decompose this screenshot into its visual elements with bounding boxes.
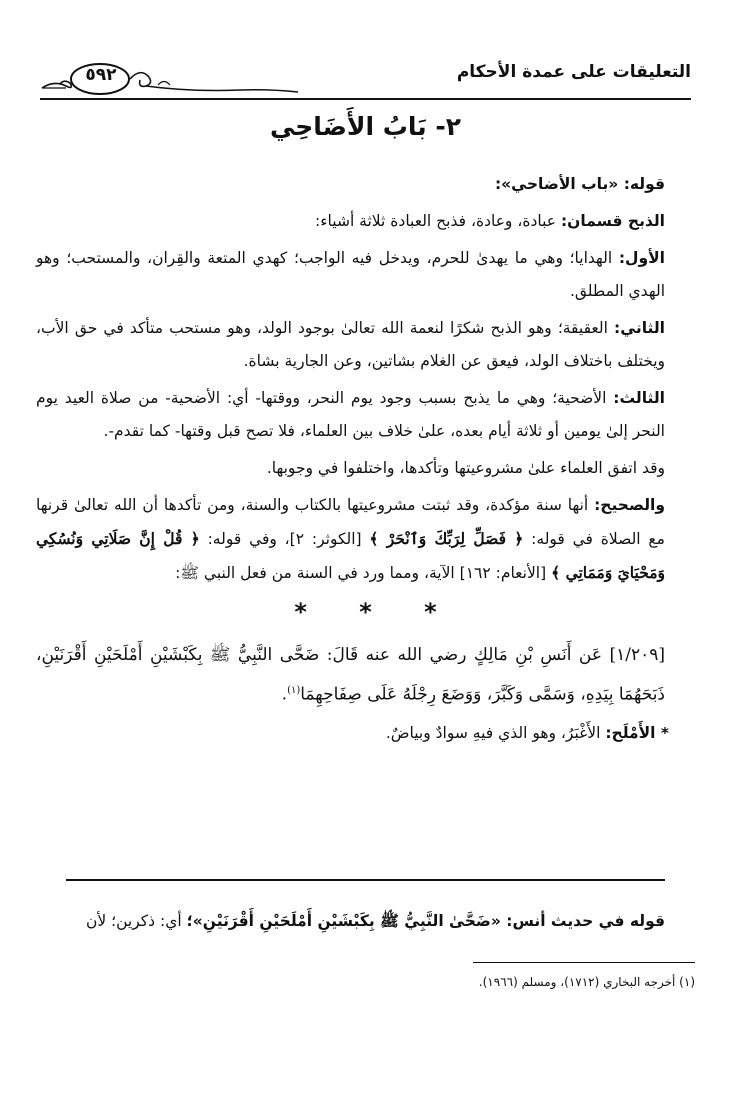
footnote: (١) أخرجه البخاري (١٧١٢)، ومسلم (١٩٦٦). xyxy=(478,975,695,989)
lead-term: الثالث: xyxy=(613,389,665,407)
commentary-text: أي: ذكرين؛ لأن xyxy=(86,912,187,930)
chapter-title: ٢- بَابُ الأَضَاحِي xyxy=(270,112,461,141)
vocabulary-note xyxy=(36,717,695,750)
page-number: ٥٩٢ xyxy=(85,65,117,85)
running-header xyxy=(40,52,691,102)
note-term: * الأَمْلَح: xyxy=(605,723,669,742)
paragraph-text: عبادة، وعادة، فذبح العبادة ثلاثة أشياء: xyxy=(315,212,561,230)
book-title: التعليقات على عمدة الأحكام xyxy=(456,62,691,82)
lead-term: الثاني: xyxy=(614,319,665,337)
section-divider xyxy=(66,879,665,881)
lead-term: الذبح قسمان: xyxy=(560,212,665,230)
paragraph-text: [الكوثر: ٢]، وفي قوله: xyxy=(199,530,370,548)
paragraph-text: العقيقة؛ وهو الذبح شكرًا لنعمة الله تعالىٰ بوجود الولد، وهو مستحب متأكد في حق الأب، ويختلف باختلاف الولد، فيعق عن الغلام بشاتين، وعن الجارية بشاة. xyxy=(36,319,665,370)
paragraph-text: الأضحية؛ وهي ما يذبح بسبب وجود يوم النحر، ووقتها- أي: الأضحية- من صلاة العيد يوم النحر إلىٰ يومين أو ثلاثة أيام بعده، علىٰ خلاف بين العلماء، فلا تصح قبل وقتها- كما تقدم-. xyxy=(36,389,665,440)
paragraph xyxy=(36,242,695,308)
paragraph-text: أنها سنة مؤكدة، وقد ثبتت مشروعيتها بالكتاب والسنة، ومن تأكدها أن الله تعالىٰ قرنها مع الصلاة في قوله: xyxy=(36,496,665,548)
main-text xyxy=(36,168,695,754)
paragraph xyxy=(36,382,695,448)
section-separator: * * * xyxy=(294,598,437,626)
hadith-body: [١/٢٠٩] عَن أَنَسِ بْنِ مَالِكٍ رضي الله عنه قَالَ: ضَحَّى النَّبِيُّ ﷺ بِكَبْشَيْنِ أَمْلَحَيْنِ أَقْرَنَيْنِ، ذَبَحَهُمَا بِيَدِهِ، وَسَمَّى وَكَبَّرَ، وَوَضَعَ رِجْلَهُ عَلَى صِفَاحِهِمَا xyxy=(36,645,665,705)
footnote-rule xyxy=(473,962,695,963)
paragraph: وقد اتفق العلماء علىٰ مشروعيتها وتأكدها، واختلفوا في وجوبها. xyxy=(266,459,665,477)
paragraph-text: الهدايا؛ وهي ما يهدىٰ للحرم، ويدخل فيه الواجب؛ كهدي المتعة والقِران، والمستحب؛ وهو الهدي المطلق. xyxy=(36,249,665,300)
note-text: الأَغْبَرُ، وهو الذي فيهِ سوادٌ وبياضٌ. xyxy=(385,723,606,742)
paragraph-heading: قوله: «باب الأضاحي»: xyxy=(494,175,665,193)
quran-verse: ﴿ قُلْ إِنَّ صَلَاتِي وَنُسُكِي وَمَحْيَايَ وَمَمَاتِي ﴾ xyxy=(36,529,665,582)
commentary xyxy=(36,905,695,938)
hadith-end: . xyxy=(281,684,288,705)
lead-term: الأول: xyxy=(618,249,665,267)
paragraph xyxy=(36,489,695,590)
paragraph xyxy=(36,312,695,378)
header-rule xyxy=(40,98,691,100)
commentary-lead: قوله في حديث أنس: «ضَحَّىٰ النَّبِيُّ ﷺ بِكَبْشَيْنِ أَمْلَحَيْنِ أَقْرَنَيْنِ»؛ xyxy=(186,912,665,930)
footnote-ref[interactable]: (١) xyxy=(287,685,301,696)
paragraph-text: [الأنعام: ١٦٢] الآية، ومما ورد في السنة من فعل النبي ﷺ: xyxy=(175,564,552,582)
paragraph xyxy=(36,205,695,238)
lead-term: والصحيح: xyxy=(594,496,665,514)
hadith-text xyxy=(36,637,695,713)
quran-verse: ﴿ فَصَلِّ لِرَبِّكَ وَٱنْحَرْ ﴾ xyxy=(369,529,524,548)
